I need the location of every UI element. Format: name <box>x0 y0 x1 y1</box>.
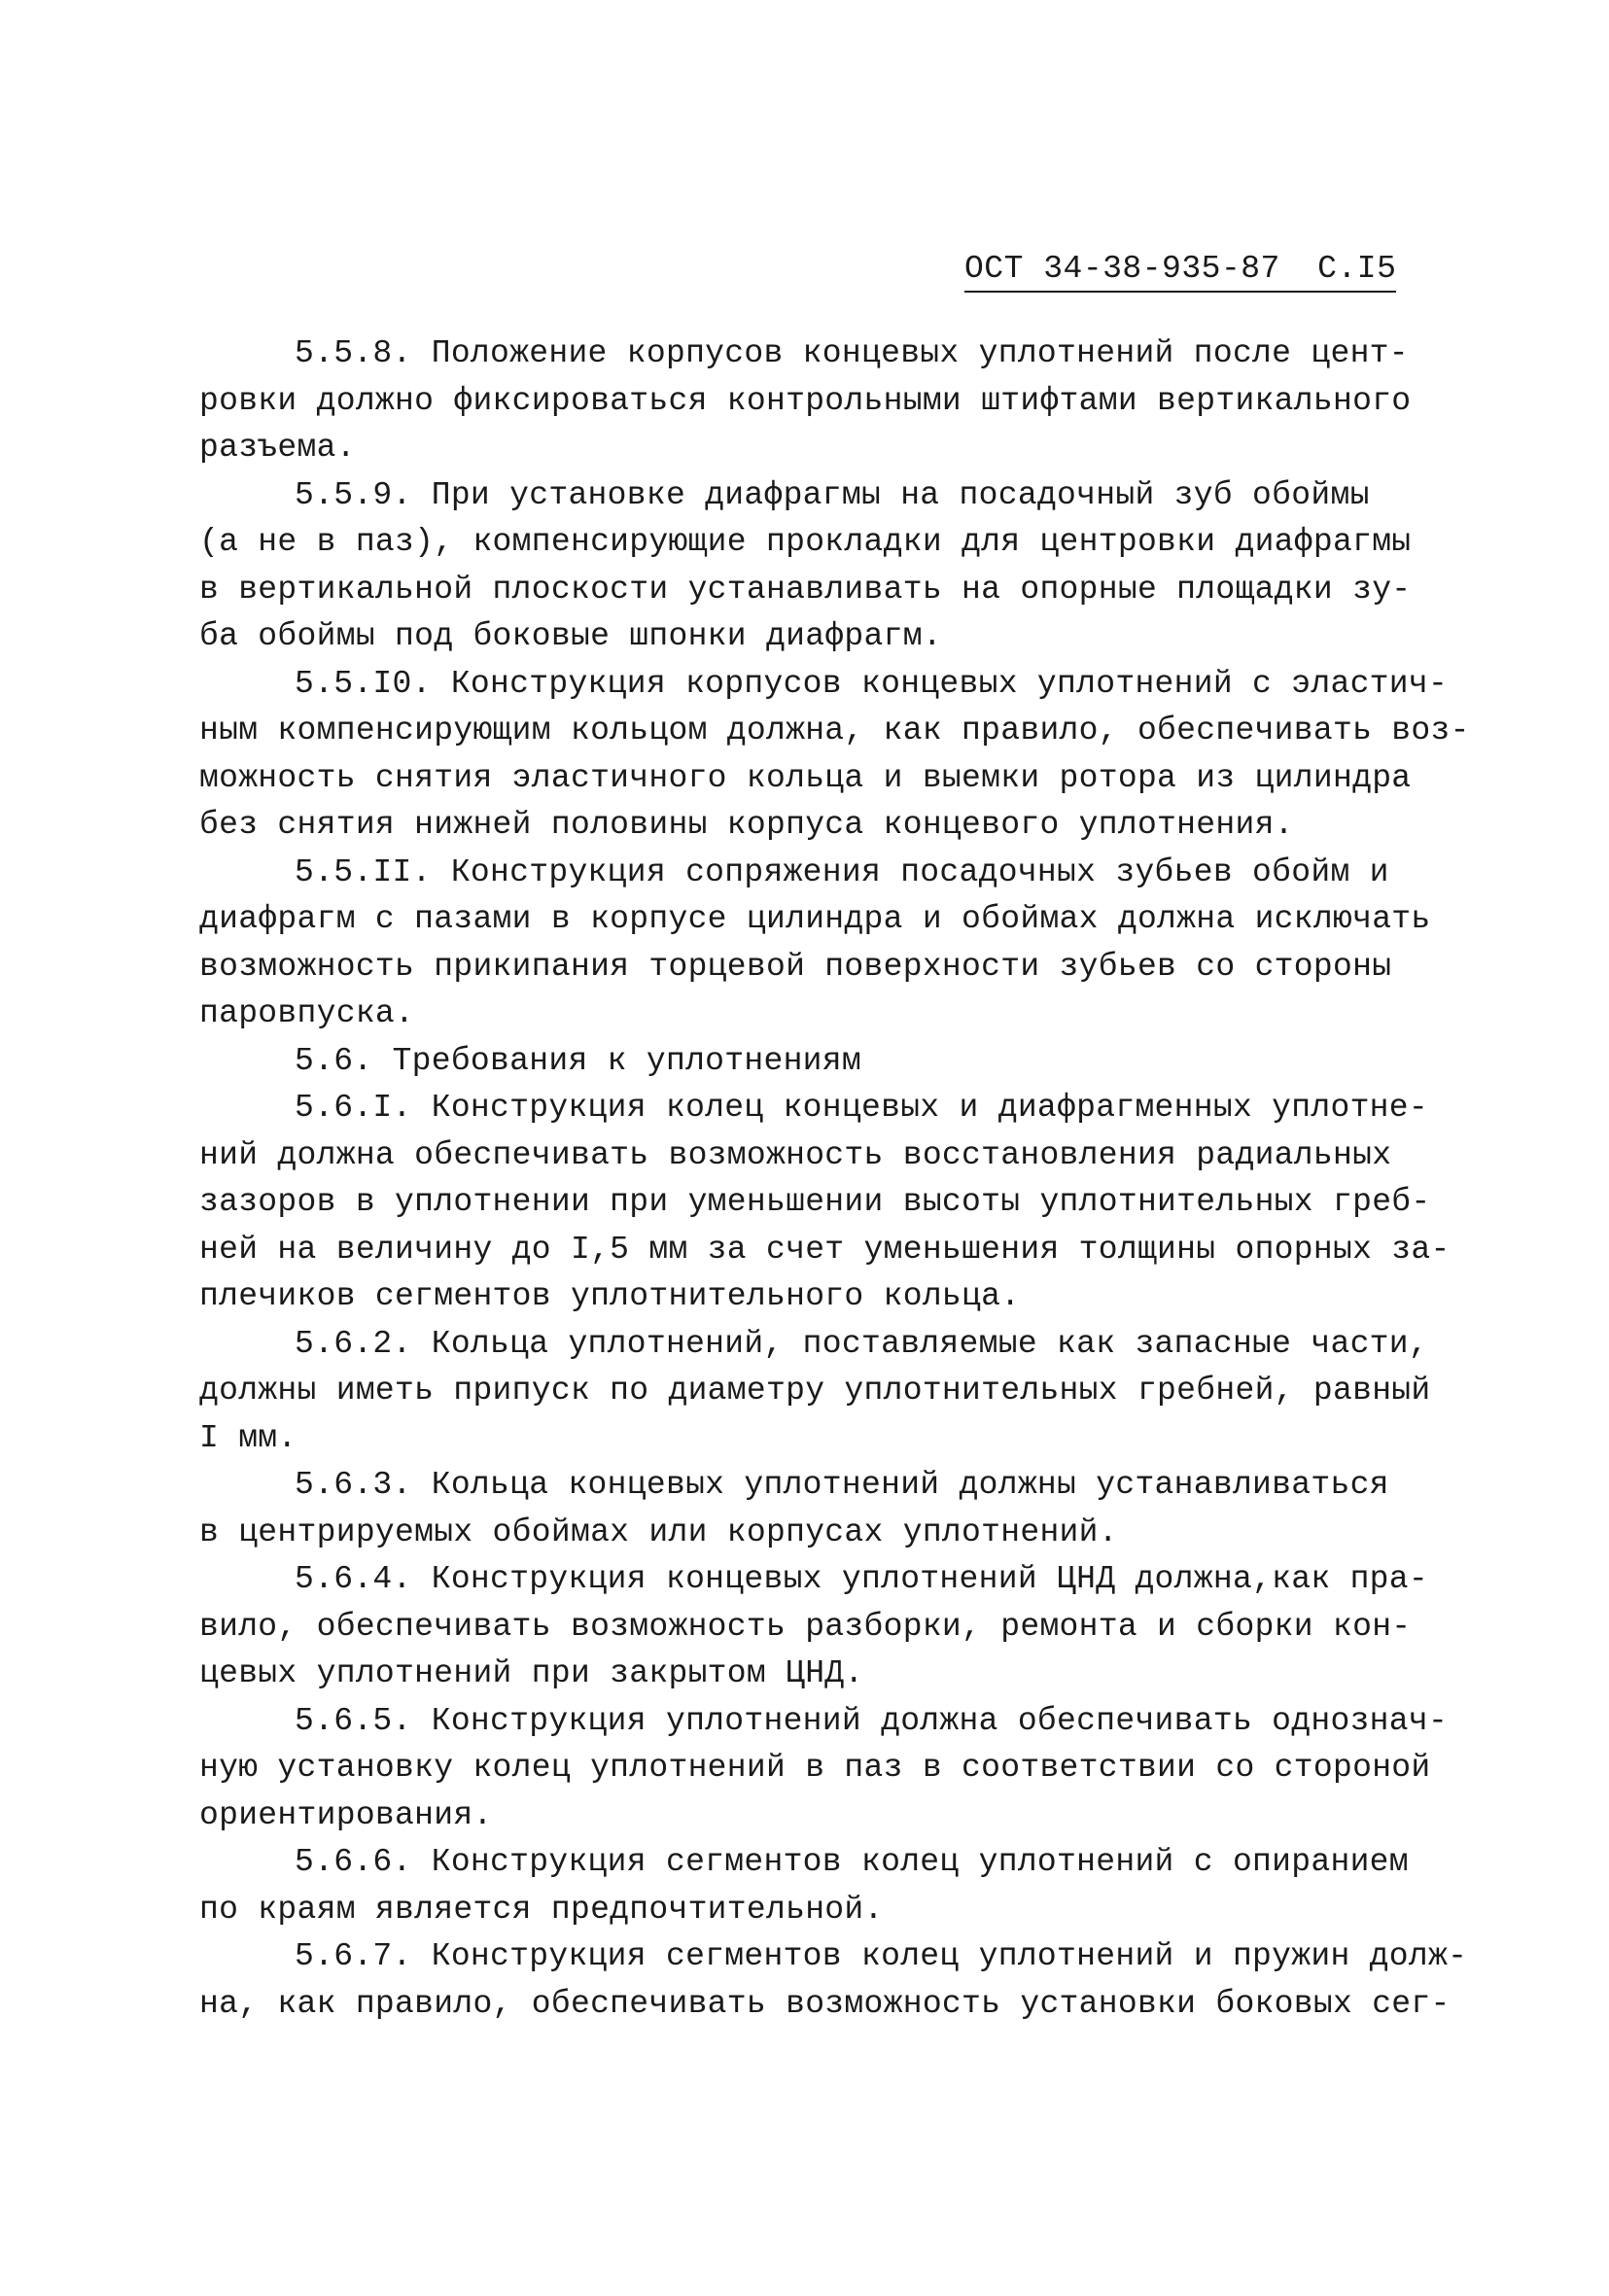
text-line: 5.6.4. Конструкция концевых уплотнений ЦНД должна,как пра- <box>295 1561 1428 1597</box>
text-line: 5.6.6. Конструкция сегментов колец уплотнений с опиранием <box>295 1844 1409 1880</box>
text-line: 5.6.2. Кольца уплотнений, поставляемые как запасные части, <box>295 1325 1428 1362</box>
page-header <box>964 251 1396 287</box>
text-line: 5.6.7. Конструкция сегментов колец уплотнений и пружин долж- <box>295 1938 1468 1974</box>
text-line: 5.5.9. При установке диафрагмы на посадочный зуб обоймы <box>295 476 1370 513</box>
text-line: диафрагм с пазами в корпусе цилиндра и обоймах должна исключать <box>199 901 1431 937</box>
text-line: I мм. <box>199 1419 297 1456</box>
text-line: 5.6.3. Кольца концевых уплотнений должны устанавливаться <box>295 1467 1389 1503</box>
text-line: вило, обеспечивать возможность разборки, ремонта и сборки кон- <box>199 1608 1412 1645</box>
text-line: разъема. <box>199 430 356 466</box>
text-line: 5.5.I0. Конструкция корпусов концевых уплотнений с эластич- <box>295 665 1449 702</box>
text-line: паровпуска. <box>199 995 415 1031</box>
text-line: ний должна обеспечивать возможность восстановления радиальных <box>199 1136 1392 1173</box>
text-line: возможность прикипания торцевой поверхности зубьев со стороны <box>199 948 1392 985</box>
text-line: должны иметь припуск по диаметру уплотнительных гребней, равный <box>199 1373 1431 1409</box>
document-body <box>199 330 1470 2028</box>
text-line: 5.5.II. Конструкция сопряжения посадочных зубьев обойм и <box>295 853 1389 890</box>
text-line: по краям является предпочтительной. <box>199 1891 884 1928</box>
text-line: ную установку колец уплотнений в паз в соответствии со стороной <box>199 1750 1431 1786</box>
text-line: 5.6.5. Конструкция уплотнений должна обеспечивать однознач- <box>295 1702 1449 1739</box>
page-number: С.I5 <box>1317 251 1397 287</box>
text-line: ней на величину до I,5 мм за счет уменьшения толщины опорных за- <box>199 1231 1451 1268</box>
text-line: (а не в паз), компенсирующие прокладки для центровки диафрагмы <box>199 524 1412 560</box>
text-line: ба обоймы под боковые шпонки диафрагм. <box>199 618 942 654</box>
text-line: в вертикальной плоскости устанавливать на опорные площадки зу- <box>199 571 1412 608</box>
document-code: ОСТ 34-38-935-87 <box>964 251 1280 287</box>
text-line: ровки должно фиксироваться контрольными штифтами вертикального <box>199 382 1412 419</box>
section-heading: 5.6. Требования к уплотнениям <box>295 1042 861 1079</box>
text-line: ориентирования. <box>199 1796 493 1833</box>
text-line: плечиков сегментов уплотнительного кольца. <box>199 1278 1021 1314</box>
text-line: на, как правило, обеспечивать возможность установки боковых сег- <box>199 1985 1451 2022</box>
text-line: в центрируемых обоймах или корпусах уплотнений. <box>199 1513 1118 1550</box>
text-line: 5.5.8. Положение корпусов концевых уплотнений после цент- <box>295 335 1409 371</box>
text-line: можность снятия эластичного кольца и выемки ротора из цилиндра <box>199 759 1412 796</box>
text-line: без снятия нижней половины корпуса концевого уплотнения. <box>199 807 1294 843</box>
text-line: 5.6.I. Конструкция колец концевых и диафрагменных уплотне- <box>295 1090 1428 1126</box>
text-line: цевых уплотнений при закрытом ЦНД. <box>199 1655 864 1691</box>
header-underline <box>964 291 1396 293</box>
text-line: зазоров в уплотнении при уменьшении высоты уплотнительных греб- <box>199 1184 1431 1220</box>
text-line: ным компенсирующим кольцом должна, как правило, обеспечивать воз- <box>199 713 1470 748</box>
